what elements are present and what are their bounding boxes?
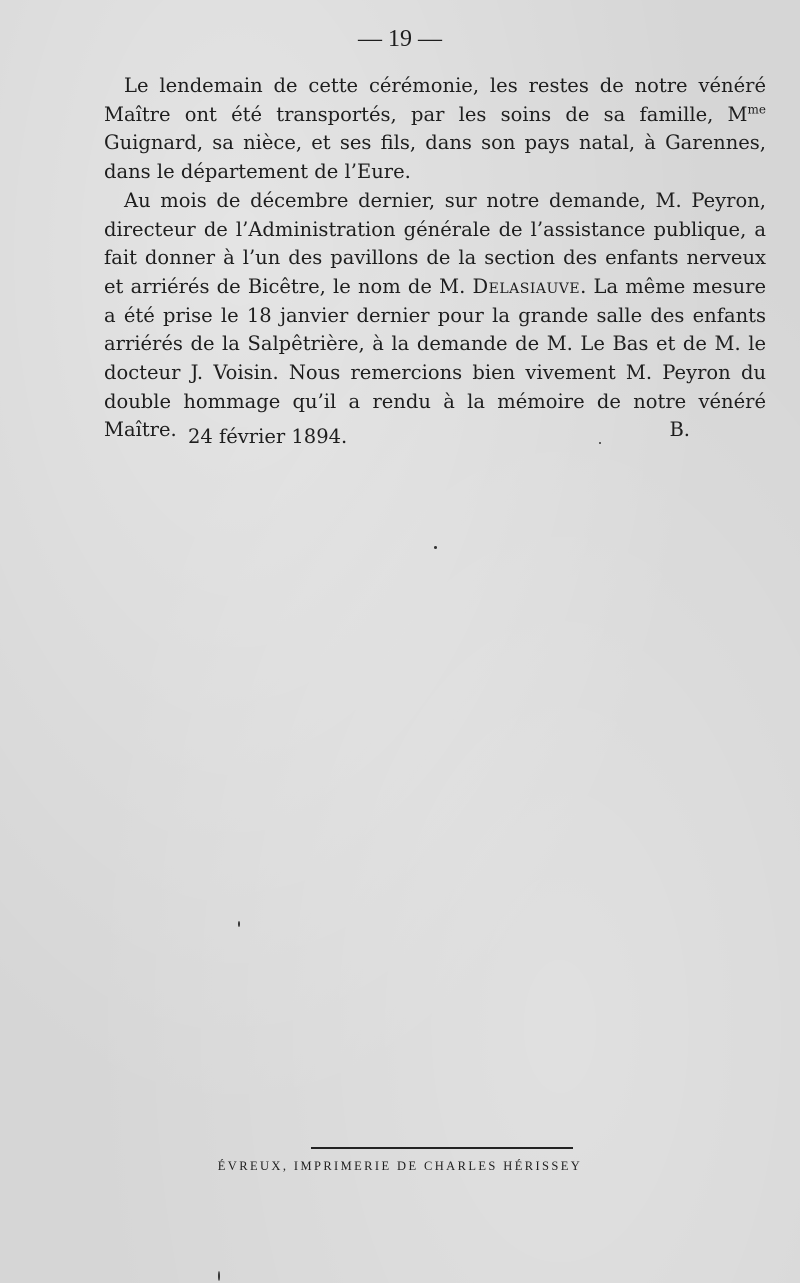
printer-colophon: ÉVREUX, IMPRIMERIE DE CHARLES HÉRISSEY (217, 1159, 583, 1173)
body-text (104, 72, 766, 445)
signature: B. (669, 418, 690, 442)
surname-small-caps: Delasiauve (472, 274, 581, 298)
ink-speck (434, 546, 437, 549)
ink-speck (218, 1271, 220, 1281)
ink-speck (238, 921, 240, 927)
ink-speck (599, 442, 601, 444)
date-line: 24 février 1894. (188, 425, 348, 448)
page-number: — 19 — (358, 26, 442, 52)
paragraph-1: Le lendemain de cette cérémonie, les restes de notre vénéré Maître ont été transportés, par les soins de sa famille, $M^{me}$ Guignard, sa nièce, et ses fils, dans son pays natal, à Garennes, dans le département de l’Eure. (104, 74, 766, 184)
horizontal-rule (311, 1147, 573, 1149)
paragraph-2: Au mois de décembre dernier, sur notre demande, M. Peyron, directeur de l’Administration générale de l’assistance publique, a fait donner à l’un des pavillons de la section des enfants nerveux et arriérés de Bicêtre, le nom de M. Delasiauve. La même mesure a été prise le 18 janvier dernier pour la grande salle des enfants arriérés de la Salpêtrière, à la demande de M. Le Bas et de M. le docteur J. Voisin. Nous remercions bien vivement M. Peyron du double hommage qu’il a rendu à la mémoire de notre vénéré Maître. B. (104, 187, 766, 445)
